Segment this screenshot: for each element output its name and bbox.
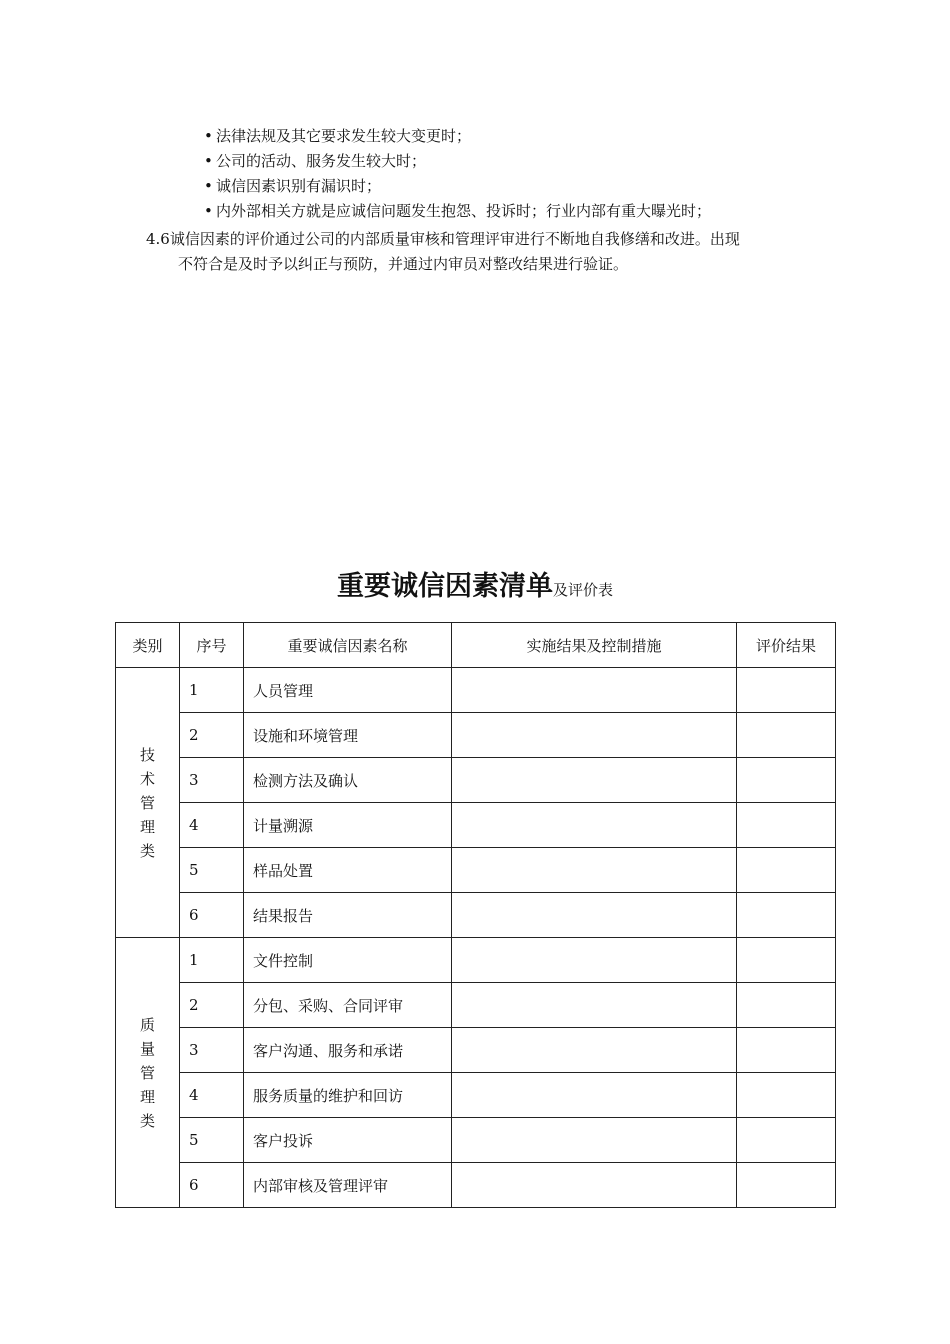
factor-name-cell: 检测方法及确认 (244, 758, 452, 803)
seq-cell: 5 (180, 1118, 244, 1163)
table-title-suffix: 及评价表 (552, 581, 613, 599)
evaluation-cell (737, 1118, 836, 1163)
section-paragraph (146, 227, 826, 277)
table-row (116, 893, 836, 938)
category-char: 术 (139, 769, 155, 788)
integrity-factors-table (115, 622, 836, 1208)
bullet-marker: • (204, 127, 213, 145)
seq-cell: 1 (180, 938, 244, 983)
evaluation-cell (737, 1073, 836, 1118)
seq-cell: 6 (180, 893, 244, 938)
factor-name-cell: 设施和环境管理 (244, 713, 452, 758)
factor-name-cell: 服务质量的维护和回访 (244, 1073, 452, 1118)
seq-cell: 5 (180, 848, 244, 893)
table-row (116, 848, 836, 893)
evaluation-cell (737, 758, 836, 803)
table-row (116, 758, 836, 803)
evaluation-cell (737, 803, 836, 848)
seq-cell: 4 (180, 1073, 244, 1118)
bullet-marker: • (204, 177, 213, 195)
category-char: 管 (139, 793, 155, 812)
factor-name-cell: 样品处置 (244, 848, 452, 893)
header-measures: 实施结果及控制措施 (452, 623, 737, 668)
bullet-marker: • (204, 152, 213, 170)
measures-cell (452, 668, 737, 713)
seq-cell: 2 (180, 713, 244, 758)
factor-name-cell: 文件控制 (244, 938, 452, 983)
bullet-list (204, 124, 711, 224)
table-header-row (116, 623, 836, 668)
category-char: 类 (139, 841, 155, 860)
category-char: 理 (139, 1087, 155, 1106)
measures-cell (452, 983, 737, 1028)
bullet-text: 诚信因素识别有漏识时； (216, 177, 382, 195)
header-seq: 序号 (180, 623, 244, 668)
factor-name-cell: 计量溯源 (244, 803, 452, 848)
table-row (116, 983, 836, 1028)
category-char: 量 (139, 1039, 155, 1058)
table-row (116, 713, 836, 758)
table-row (116, 1163, 836, 1208)
factor-name-cell: 结果报告 (244, 893, 452, 938)
seq-cell: 4 (180, 803, 244, 848)
seq-cell: 1 (180, 668, 244, 713)
evaluation-cell (737, 713, 836, 758)
factor-name-cell: 内部审核及管理评审 (244, 1163, 452, 1208)
evaluation-cell (737, 938, 836, 983)
evaluation-cell (737, 983, 836, 1028)
measures-cell (452, 893, 737, 938)
category-char: 类 (139, 1111, 155, 1130)
bullet-text: 法律法规及其它要求发生较大变更时； (216, 127, 472, 145)
table-row (116, 1028, 836, 1073)
measures-cell (452, 848, 737, 893)
factor-name-cell: 人员管理 (244, 668, 452, 713)
factor-name-cell: 客户投诉 (244, 1118, 452, 1163)
header-evaluation: 评价结果 (737, 623, 836, 668)
table-row (116, 668, 836, 713)
bullet-marker: • (204, 202, 213, 220)
measures-cell (452, 1163, 737, 1208)
measures-cell (452, 1118, 737, 1163)
seq-cell: 2 (180, 983, 244, 1028)
measures-cell (452, 1073, 737, 1118)
list-item (204, 174, 711, 199)
measures-cell (452, 1028, 737, 1073)
table-row (116, 1073, 836, 1118)
bullet-text: 公司的活动、服务发生较大时； (216, 152, 427, 170)
seq-cell: 6 (180, 1163, 244, 1208)
category-char: 技 (139, 745, 155, 764)
category-char: 管 (139, 1063, 155, 1082)
factor-name-cell: 分包、采购、合同评审 (244, 983, 452, 1028)
measures-cell (452, 758, 737, 803)
table-title-main: 重要诚信因素清单 (336, 571, 553, 602)
header-factor-name: 重要诚信因素名称 (244, 623, 452, 668)
bullet-text: 内外部相关方就是应诚信问题发生抱怨、投诉时；行业内部有重大曝光时； (216, 202, 712, 220)
list-item (204, 124, 711, 149)
evaluation-cell (737, 668, 836, 713)
table-row (116, 1118, 836, 1163)
table-row (116, 938, 836, 983)
measures-cell (452, 803, 737, 848)
list-item (204, 149, 711, 174)
list-item (204, 199, 711, 224)
evaluation-cell (737, 1028, 836, 1073)
measures-cell (452, 938, 737, 983)
paragraph-line: 不符合是及时予以纠正与预防，并通过内审员对整改结果进行验证。 (178, 255, 629, 273)
header-category: 类别 (116, 623, 180, 668)
seq-cell: 3 (180, 1028, 244, 1073)
category-char: 质 (139, 1015, 155, 1034)
evaluation-cell (737, 848, 836, 893)
factor-name-cell: 客户沟通、服务和承诺 (244, 1028, 452, 1073)
category-cell (116, 938, 180, 1208)
evaluation-cell (737, 1163, 836, 1208)
measures-cell (452, 713, 737, 758)
paragraph-line: 4.6诚信因素的评价通过公司的内部质量审核和管理评审进行不断地自我修缮和改进。出现 (146, 230, 740, 248)
category-cell (116, 668, 180, 938)
table-title (0, 564, 950, 603)
table-row (116, 803, 836, 848)
evaluation-cell (737, 893, 836, 938)
seq-cell: 3 (180, 758, 244, 803)
category-char: 理 (139, 817, 155, 836)
